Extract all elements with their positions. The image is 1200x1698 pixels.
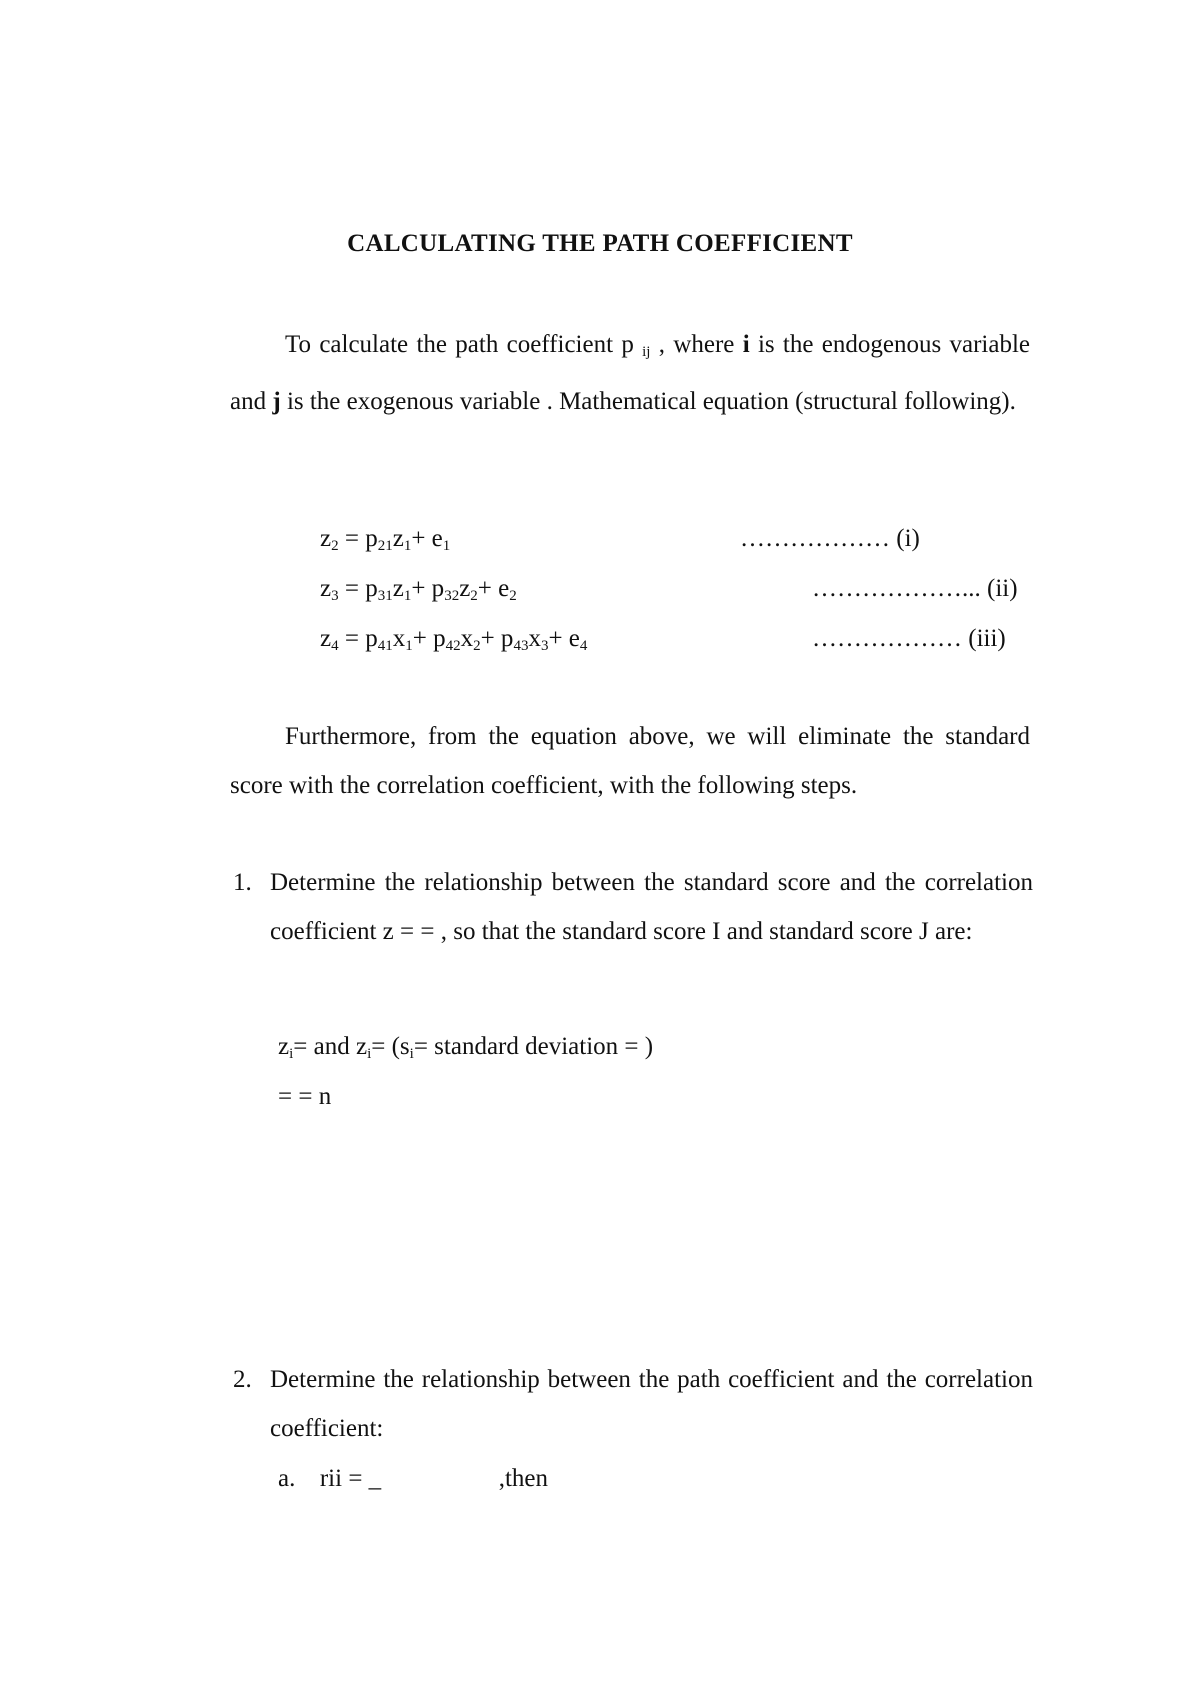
equation-subscript: 2 — [470, 588, 478, 604]
equation-subscript: 2 — [331, 538, 339, 554]
intro-text-4: is the exogenous variable . Mathematical equation (structural following). — [286, 388, 1016, 415]
equation-term: z — [392, 525, 404, 552]
equation-term: + e — [477, 575, 510, 602]
step-1-formula: $z_i=$ and $z_i= (s_i=$ standard deviation = ) — [278, 1033, 654, 1062]
equation-3 — [320, 625, 587, 655]
equation-term: z — [320, 575, 332, 602]
step-2 — [233, 1355, 1033, 1453]
step-1-line-2: = = n — [278, 1083, 332, 1110]
equation-subscript: 31 — [377, 588, 393, 604]
intro-paragraph — [230, 320, 1030, 426]
equation-term: z — [320, 625, 332, 652]
equation-subscript: 2 — [473, 638, 481, 654]
equation-subscript: 4 — [331, 638, 339, 654]
intro-text-1: To calculate the path coefficient p — [285, 331, 634, 358]
equation-3-label: ……………… (iii) — [812, 625, 1006, 652]
equation-term: + p — [480, 625, 514, 652]
equation-term: x — [528, 625, 541, 652]
equation-term: x — [392, 625, 406, 652]
step-1-number: 1. — [233, 869, 252, 896]
equation-subscript: 1 — [403, 538, 412, 554]
equation-term: = p — [338, 525, 378, 552]
equation-2 — [320, 575, 517, 605]
equation-subscript: 2 — [509, 588, 517, 604]
equation-subscript: 3 — [331, 588, 339, 604]
page-title: CALCULATING THE PATH COEFFICIENT — [347, 230, 853, 257]
equation-subscript: 1 — [405, 638, 413, 654]
equation-2-label: ………………... (ii) — [812, 575, 1018, 602]
step-1-text: Determine the relationship between the standard score and the correlation coefficient z = = , so that the standard score I and standard score J are: — [270, 869, 1033, 945]
sub-item-a-then: ,then — [498, 1465, 548, 1492]
equation-subscript: 3 — [540, 638, 549, 654]
intro-text-3: is the endogenous variable and — [230, 331, 1030, 415]
equation-term: z — [459, 575, 471, 602]
equation-term: x — [460, 625, 474, 652]
step-2-text: Determine the relationship between the path coefficient and the correlation coefficient: — [270, 1366, 1033, 1442]
equation-subscript: 42 — [445, 638, 461, 654]
step-1 — [233, 858, 1033, 956]
equation-subscript: 32 — [444, 588, 460, 604]
equation-subscript: 4 — [579, 638, 588, 654]
equation-subscript: 1 — [442, 538, 451, 554]
equation-term: z — [392, 575, 404, 602]
furthermore-text: Furthermore, from the equation above, we will eliminate the standard score with the correlation coefficient, with the following steps. — [230, 723, 1030, 799]
equation-subscript: 41 — [377, 638, 393, 654]
equation-term: = p — [338, 625, 378, 652]
equation-term: + p — [412, 625, 446, 652]
equation-term: z — [320, 525, 332, 552]
i-variable: i — [742, 331, 750, 358]
sub-item-a-text: rii = _ — [319, 1465, 382, 1492]
equation-term: + p — [411, 575, 445, 602]
equation-term: + e — [548, 625, 580, 652]
intro-text-2: , where — [658, 331, 735, 358]
equation-term: = p — [338, 575, 378, 602]
equation-term: + e — [411, 525, 443, 552]
equation-1 — [320, 525, 450, 555]
equation-subscript: 1 — [403, 588, 412, 604]
sub-item-a-label: a. — [278, 1465, 296, 1492]
j-variable: j — [272, 388, 281, 415]
sub-item-a — [278, 1465, 548, 1493]
equation-1-label: ……………… (i) — [740, 525, 920, 552]
equation-subscript: 21 — [377, 538, 393, 554]
furthermore-paragraph — [230, 712, 1030, 810]
p-subscript: ij — [642, 344, 651, 360]
step-2-number: 2. — [233, 1366, 252, 1393]
equation-subscript: 43 — [513, 638, 529, 654]
